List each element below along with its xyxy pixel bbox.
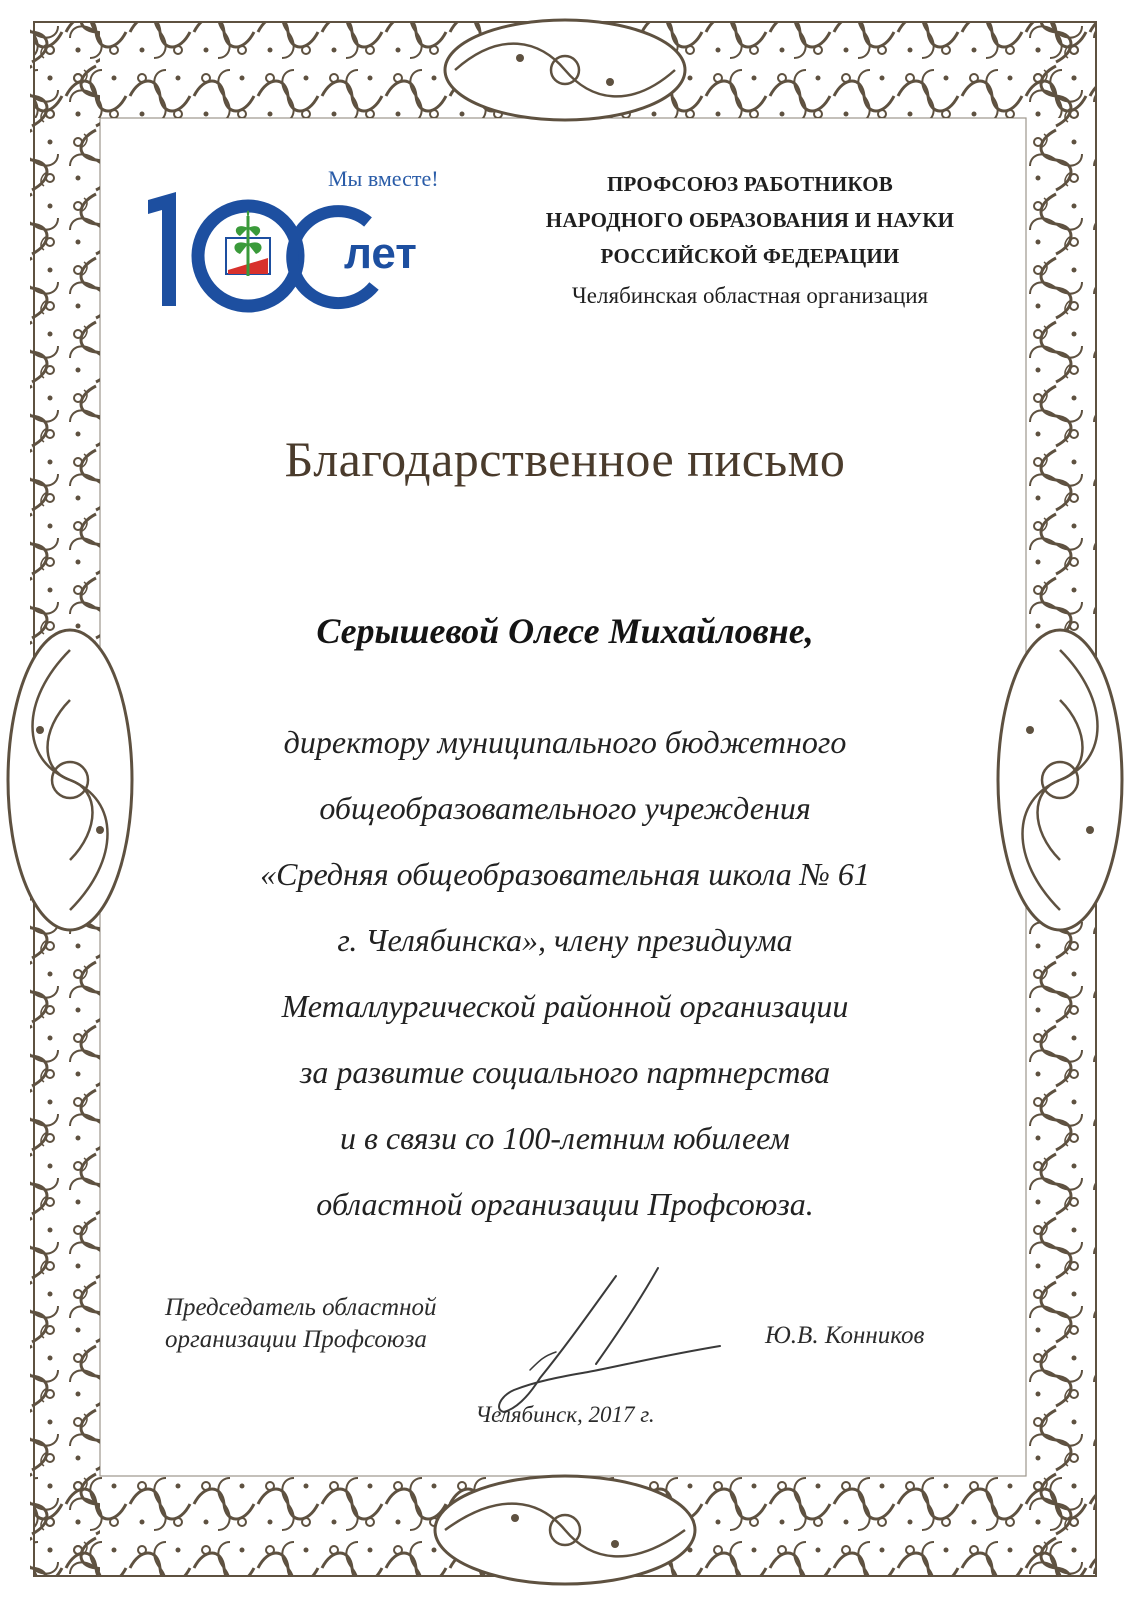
union-100-years-logo xyxy=(148,166,478,316)
body-line: директору муниципального бюджетного xyxy=(283,724,847,760)
body-line: общеобразовательного учреждения xyxy=(319,790,811,826)
signer-position-line-1: Председатель областной xyxy=(165,1294,437,1321)
body-line: «Средняя общеобразовательная школа № 61 xyxy=(260,856,870,892)
recipient-name: Серышевой Олесе Михайловне, xyxy=(316,611,814,651)
body-line: г. Челябинска», члену президиума xyxy=(337,922,793,958)
organization-header xyxy=(490,166,1010,318)
org-name-line-3: РОССИЙСКОЙ ФЕДЕРАЦИИ xyxy=(600,244,900,268)
body-line: за развитие социального партнерства xyxy=(299,1054,831,1090)
logo-years-text: лет xyxy=(344,229,417,278)
logo-slogan: Мы вместе! xyxy=(328,166,439,191)
handwritten-signature xyxy=(470,1260,770,1420)
body-line: Металлургической районной организации xyxy=(281,988,849,1024)
document-title: Благодарственное письмо xyxy=(284,431,846,487)
org-name-line-2: НАРОДНОГО ОБРАЗОВАНИЯ И НАУКИ xyxy=(545,208,955,232)
place-and-date: Челябинск, 2017 г. xyxy=(475,1402,655,1427)
signer-position xyxy=(165,1292,437,1356)
org-name-line-1: ПРОФСОЮЗ РАБОТНИКОВ xyxy=(606,172,894,196)
org-regional-branch: Челябинская областная организация xyxy=(571,283,929,308)
signer-position-line-2: организации Профсоюза xyxy=(165,1326,427,1353)
body-line: и в связи со 100-летним юбилеем xyxy=(340,1120,790,1156)
body-line: областной организации Профсоюза. xyxy=(316,1186,814,1222)
signer-name: Ю.В. Конников xyxy=(765,1322,925,1349)
document-body xyxy=(0,716,1130,1244)
